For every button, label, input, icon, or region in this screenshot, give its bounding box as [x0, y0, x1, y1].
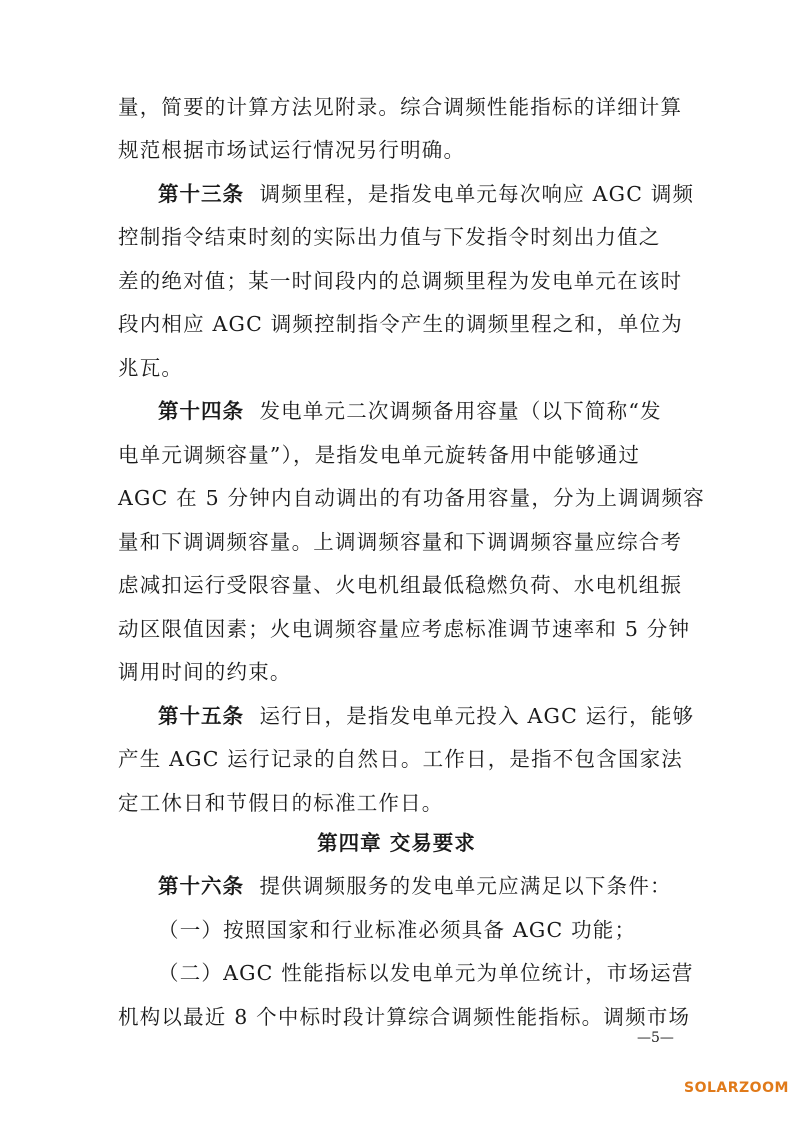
- text-line: 控制指令结束时刻的实际出力值与下发指令时刻出力值之: [118, 225, 661, 249]
- watermark-logo: SOLARZOOM: [684, 1080, 789, 1096]
- chapter-heading: 第四章 交易要求: [317, 831, 476, 855]
- article-13-heading: 第十三条: [158, 182, 244, 206]
- text-line: 量和下调调频容量。上调调频容量和下调调频容量应综合考: [118, 530, 683, 554]
- text-line: 机构以最近 8 个中标时段计算综合调频性能指标。调频市场: [118, 1005, 691, 1029]
- text-line: 动区限值因素；火电调频容量应考虑标准调节速率和 5 分钟: [118, 617, 691, 641]
- text-line: 虑减扣运行受限容量、火电机组最低稳燃负荷、水电机组振: [118, 573, 683, 597]
- text-line: 兆瓦。: [118, 356, 184, 380]
- text-line: 规范根据市场试运行情况另行明确。: [118, 138, 466, 162]
- article-15-heading: 第十五条: [158, 704, 244, 728]
- article-16-heading: 第十六条: [158, 874, 244, 898]
- text-line: 段内相应 AGC 调频控制指令产生的调频里程之和，单位为: [118, 312, 683, 336]
- text-line: 差的绝对值；某一时间段内的总调频里程为发电单元在该时: [118, 269, 683, 293]
- article-13-paragraph: [158, 180, 718, 208]
- page-number: —5—: [637, 1030, 674, 1046]
- text-line: 量，简要的计算方法见附录。综合调频性能指标的详细计算: [118, 95, 683, 119]
- text-line: 调用时间的约束。: [118, 660, 292, 684]
- article-15-paragraph: [158, 702, 718, 730]
- article-14-heading: 第十四条: [158, 399, 244, 423]
- text-line: 定工休日和节假日的标准工作日。: [118, 791, 444, 815]
- article-16-paragraph: [158, 872, 718, 900]
- text-line: AGC 在 5 分钟内自动调出的有功备用容量，分为上调调频容: [118, 486, 705, 510]
- article-14-paragraph: [158, 397, 718, 425]
- text-line: 产生 AGC 运行记录的自然日。工作日，是指不包含国家法: [118, 747, 683, 771]
- text-line: 电单元调频容量”），是指发电单元旋转备用中能够通过: [118, 443, 641, 467]
- text-line: （一）按照国家和行业标准必须具备 AGC 功能；: [158, 918, 637, 942]
- text-line: 运行日，是指发电单元投入 AGC 运行，能够: [259, 704, 695, 728]
- text-line: 提供调频服务的发电单元应满足以下条件：: [259, 874, 672, 898]
- text-line: 发电单元二次调频备用容量（以下简称“发: [259, 399, 662, 423]
- text-line: （二）AGC 性能指标以发电单元为单位统计，市场运营: [158, 961, 694, 985]
- text-line: 调频里程，是指发电单元每次响应 AGC 调频: [259, 182, 695, 206]
